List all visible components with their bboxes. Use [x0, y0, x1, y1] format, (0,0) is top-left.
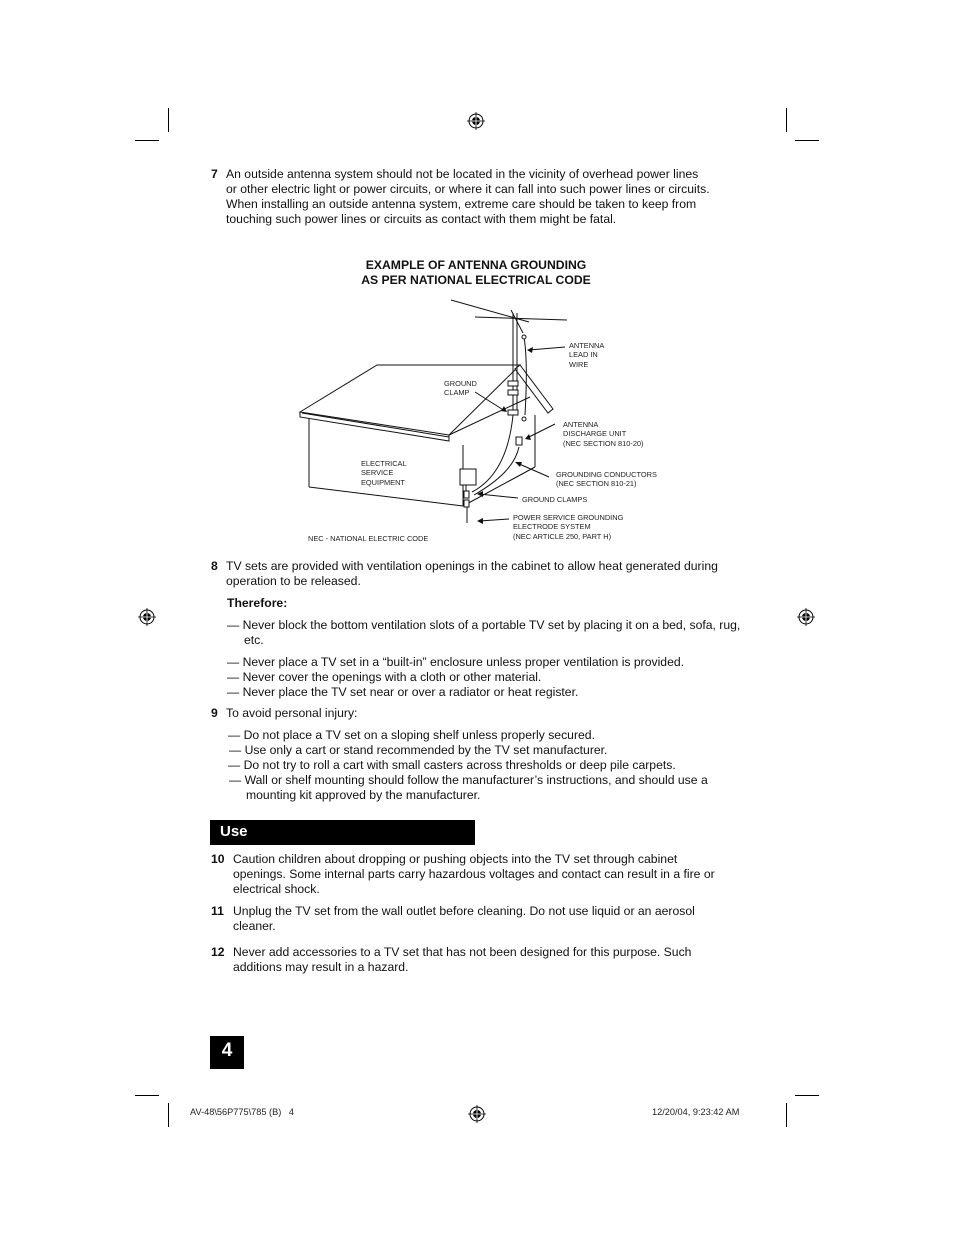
- crop-mark: [795, 1095, 819, 1096]
- bullet-item: — Never cover the openings with a cloth or other material.: [227, 670, 542, 684]
- crop-mark: [786, 1103, 787, 1127]
- text-line: Never add accessories to a TV set that has not been designed for this purpose. Such: [233, 945, 692, 959]
- text-line: Unplug the TV set from the wall outlet before cleaning. Do not use liquid or an aerosol: [233, 904, 695, 918]
- bullet-item: — Do not try to roll a cart with small casters across thresholds or deep pile carpets.: [228, 758, 676, 772]
- label-grounding-conductors: GROUNDING CONDUCTORS (NEC SECTION 810-21): [556, 470, 657, 489]
- item-number: 8: [211, 559, 218, 573]
- crop-mark: [168, 108, 169, 132]
- section-title: Use: [220, 823, 248, 840]
- item-number: 10: [211, 852, 225, 866]
- text-line: When installing an outside antenna system, extreme care should be taken to keep from: [226, 197, 697, 211]
- item-9: [211, 706, 751, 722]
- text-line: cleaner.: [233, 919, 276, 933]
- diagram-title-line: EXAMPLE OF ANTENNA GROUNDING: [365, 258, 587, 272]
- registration-mark-icon: [468, 1105, 486, 1123]
- label-ground-clamp: GROUND CLAMP: [444, 379, 477, 398]
- label-electrical-service: ELECTRICAL SERVICE EQUIPMENT: [361, 459, 407, 487]
- text-line: or other electric light or power circuits, or where it can fall into such power lines or circuits.: [226, 182, 710, 196]
- section-header: [210, 820, 475, 845]
- bullet-item: — Never place the TV set near or over a radiator or heat register.: [227, 685, 579, 699]
- crop-mark: [168, 1103, 169, 1127]
- label-nec: NEC - NATIONAL ELECTRIC CODE: [308, 534, 429, 543]
- label-antenna-lead-in: ANTENNA LEAD IN WIRE: [569, 341, 605, 369]
- crop-mark: [795, 140, 819, 141]
- page-number: 4: [221, 1040, 233, 1061]
- item-text: [233, 945, 738, 975]
- antenna-grounding-diagram: [295, 295, 675, 530]
- item-number: 7: [211, 167, 218, 181]
- text-line: An outside antenna system should not be located in the vicinity of overhead power lines: [226, 167, 699, 181]
- registration-mark-icon: [467, 112, 485, 130]
- label-ground-clamps: GROUND CLAMPS: [522, 495, 588, 504]
- item-text: [233, 904, 738, 934]
- bullet-item: — Never place a TV set in a “built-in” enclosure unless proper ventilation is provided.: [227, 655, 685, 669]
- registration-mark-icon: [138, 608, 156, 626]
- diagram-title-line: AS PER NATIONAL ELECTRICAL CODE: [361, 273, 591, 287]
- item-11: [211, 904, 751, 936]
- registration-mark-icon: [797, 608, 815, 626]
- item-number: 9: [211, 706, 218, 720]
- text-line: operation to be released.: [226, 574, 361, 588]
- footer-file-info: AV-48\56P775\785 (B) 4: [190, 1107, 295, 1117]
- text-line: additions may result in a hazard.: [233, 960, 409, 974]
- bullet-item: — Use only a cart or stand recommended by the TV set manufacturer.: [229, 743, 608, 757]
- label-power-service: POWER SERVICE GROUNDING ELECTRODE SYSTEM (NEC ARTICLE 250, PART H): [513, 513, 624, 541]
- footer-timestamp: 12/20/04, 9:23:42 AM: [652, 1107, 740, 1117]
- item-number: 12: [211, 945, 225, 959]
- item-text: To avoid personal injury:: [226, 706, 358, 720]
- diagram-title: [300, 258, 652, 288]
- item-12: [211, 945, 751, 977]
- bullet-item: — Wall or shelf mounting should follow the manufacturer’s instructions, and should use a mounting kit approved by the manufacturer.: [229, 773, 708, 802]
- bullet-item: — Do not place a TV set on a sloping shelf unless properly secured.: [228, 728, 595, 742]
- item-text: [226, 559, 738, 589]
- therefore-heading: Therefore:: [227, 596, 288, 610]
- text-line: electrical shock.: [233, 882, 320, 896]
- item-number: 11: [211, 904, 224, 918]
- text-line: Caution children about dropping or pushing objects into the TV set through cabinet: [233, 852, 678, 866]
- crop-mark: [786, 108, 787, 132]
- item-text: [226, 167, 738, 227]
- text-line: TV sets are provided with ventilation openings in the cabinet to allow heat generated during: [226, 559, 718, 573]
- text-line: openings. Some internal parts carry hazardous voltages and contact can result in a fire or: [233, 867, 715, 881]
- page-number-box: [210, 1036, 244, 1069]
- item-7: [211, 167, 751, 229]
- item-text: [233, 852, 738, 897]
- label-antenna-discharge-unit: ANTENNA DISCHARGE UNIT (NEC SECTION 810-20): [563, 420, 644, 448]
- crop-mark: [135, 140, 159, 141]
- crop-mark: [135, 1095, 159, 1096]
- bullet-item: — Never block the bottom ventilation slots of a portable TV set by placing it on a bed, sofa, rug, etc.: [227, 618, 741, 647]
- item-8: [211, 559, 751, 591]
- text-line: touching such power lines or circuits as contact with them might be fatal.: [226, 212, 617, 226]
- item-10: [211, 852, 751, 898]
